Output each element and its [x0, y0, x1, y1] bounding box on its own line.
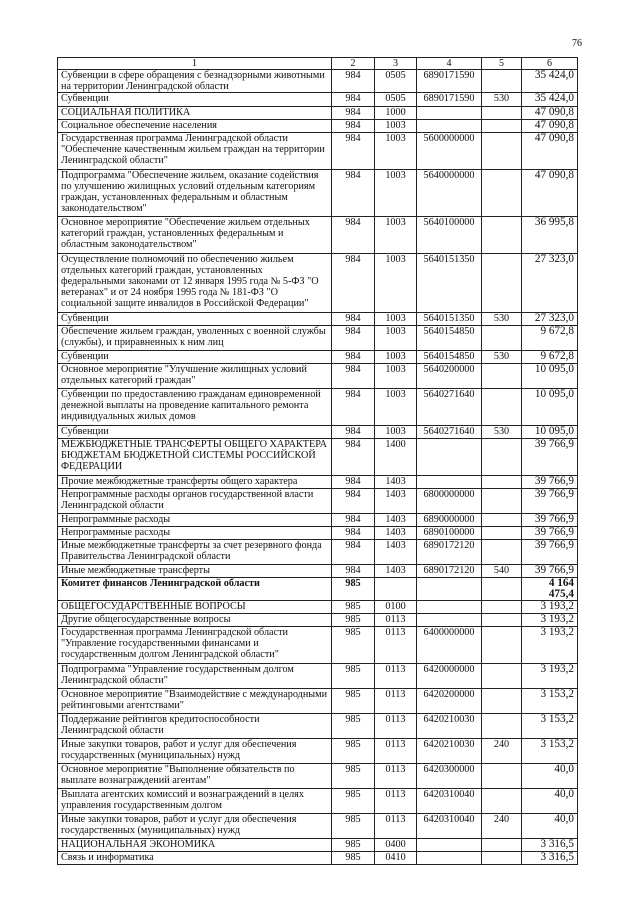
- row-name-cell: Основное мероприятие "Обеспечение жильем отдельных категорий граждан, установленных федеральным и областным законодательством": [58, 217, 332, 254]
- table-body: [58, 70, 578, 865]
- row-expense-type-cell: [482, 476, 522, 489]
- row-name-cell: Осуществление полномочий по обеспечению жильем отдельных категорий граждан, установленных федеральными законами от 12 января 1995 года № 5-ФЗ "О ветеранах" и от 24 ноября 1995 года № 181-ФЗ "О социальной защите инвалидов в Российской Федерации": [58, 254, 332, 313]
- row-grbs-cell: 984: [332, 565, 375, 578]
- row-name-cell: Социальное обеспечение населения: [58, 120, 332, 133]
- row-expense-type-cell: [482, 764, 522, 789]
- row-grbs-cell: 985: [332, 689, 375, 714]
- row-expense-type-cell: [482, 527, 522, 540]
- row-amount-cell: 39 766,9: [522, 514, 578, 527]
- row-section-cell: 0505: [375, 70, 417, 93]
- row-target-article-cell: 5640151350: [417, 313, 482, 326]
- row-amount-cell: 39 766,9: [522, 540, 578, 565]
- row-expense-type-cell: 540: [482, 565, 522, 578]
- row-section-cell: 0400: [375, 839, 417, 852]
- table-row: [58, 476, 578, 489]
- table-row: [58, 527, 578, 540]
- row-grbs-cell: 984: [332, 476, 375, 489]
- row-target-article-cell: 5640000000: [417, 170, 482, 217]
- row-section-cell: 1003: [375, 364, 417, 389]
- row-grbs-cell: 984: [332, 389, 375, 426]
- row-name-cell: Основное мероприятие "Взаимодействие с международными рейтинговыми агентствами": [58, 689, 332, 714]
- row-grbs-cell: 984: [332, 351, 375, 364]
- row-section-cell: 0113: [375, 789, 417, 814]
- row-name-cell: Иные закупки товаров, работ и услуг для обеспечения государственных (муниципальных) нужд: [58, 739, 332, 764]
- row-amount-cell: 47 090,8: [522, 120, 578, 133]
- row-section-cell: 0113: [375, 764, 417, 789]
- row-target-article-cell: 6420000000: [417, 664, 482, 689]
- row-amount-cell: 3 153,2: [522, 689, 578, 714]
- table-row: [58, 627, 578, 664]
- row-grbs-cell: 985: [332, 814, 375, 839]
- budget-table: [57, 57, 578, 865]
- row-section-cell: 1403: [375, 565, 417, 578]
- table-row: [58, 489, 578, 514]
- row-expense-type-cell: 240: [482, 814, 522, 839]
- row-expense-type-cell: [482, 852, 522, 865]
- row-section-cell: 1003: [375, 389, 417, 426]
- row-name-cell: Субвенции: [58, 93, 332, 107]
- row-grbs-cell: 984: [332, 527, 375, 540]
- row-expense-type-cell: [482, 120, 522, 133]
- header-col-4: 4: [417, 58, 482, 70]
- row-target-article-cell: 6890171590: [417, 93, 482, 107]
- row-target-article-cell: 6890172120: [417, 540, 482, 565]
- row-name-cell: Связь и информатика: [58, 852, 332, 865]
- table-row: [58, 789, 578, 814]
- row-section-cell: 0100: [375, 601, 417, 614]
- row-expense-type-cell: [482, 839, 522, 852]
- table-row: [58, 107, 578, 120]
- row-target-article-cell: 6420300000: [417, 764, 482, 789]
- row-target-article-cell: 6890100000: [417, 527, 482, 540]
- row-section-cell: 1003: [375, 133, 417, 170]
- row-expense-type-cell: [482, 689, 522, 714]
- table-row: [58, 839, 578, 852]
- row-target-article-cell: 6890172120: [417, 565, 482, 578]
- row-amount-cell: 9 672,8: [522, 351, 578, 364]
- header-col-3: 3: [375, 58, 417, 70]
- row-expense-type-cell: [482, 601, 522, 614]
- row-section-cell: 0113: [375, 814, 417, 839]
- row-name-cell: Субвенции: [58, 313, 332, 326]
- row-expense-type-cell: [482, 439, 522, 476]
- row-grbs-cell: 985: [332, 839, 375, 852]
- table-header-row: [58, 58, 578, 70]
- table-row: [58, 540, 578, 565]
- row-target-article-cell: 6420210030: [417, 714, 482, 739]
- table-row: [58, 133, 578, 170]
- row-target-article-cell: 5640200000: [417, 364, 482, 389]
- row-target-article-cell: [417, 578, 482, 601]
- table-row: [58, 614, 578, 627]
- row-name-cell: Выплата агентских комиссий и вознаграждений в целях управления государственным долгом: [58, 789, 332, 814]
- row-grbs-cell: 984: [332, 70, 375, 93]
- row-amount-cell: 3 316,5: [522, 852, 578, 865]
- row-section-cell: 0113: [375, 614, 417, 627]
- row-grbs-cell: 984: [332, 489, 375, 514]
- row-amount-cell: 27 323,0: [522, 254, 578, 313]
- row-target-article-cell: [417, 839, 482, 852]
- row-amount-cell: 4 164 475,4: [522, 578, 578, 601]
- row-section-cell: 0113: [375, 739, 417, 764]
- table-row: [58, 739, 578, 764]
- row-grbs-cell: 984: [332, 170, 375, 217]
- page-number: 76: [572, 38, 582, 49]
- table-row: [58, 852, 578, 865]
- table-row: [58, 689, 578, 714]
- row-target-article-cell: 6420310040: [417, 814, 482, 839]
- row-name-cell: НАЦИОНАЛЬНАЯ ЭКОНОМИКА: [58, 839, 332, 852]
- table-row: [58, 601, 578, 614]
- row-grbs-cell: 984: [332, 120, 375, 133]
- table-row: [58, 170, 578, 217]
- row-grbs-cell: 984: [332, 439, 375, 476]
- row-amount-cell: 10 095,0: [522, 426, 578, 439]
- row-target-article-cell: 5640154850: [417, 351, 482, 364]
- row-grbs-cell: 985: [332, 852, 375, 865]
- row-grbs-cell: 984: [332, 133, 375, 170]
- row-amount-cell: 3 316,5: [522, 839, 578, 852]
- row-amount-cell: 39 766,9: [522, 439, 578, 476]
- row-grbs-cell: 984: [332, 426, 375, 439]
- row-amount-cell: 35 424,0: [522, 93, 578, 107]
- row-expense-type-cell: 530: [482, 93, 522, 107]
- row-expense-type-cell: [482, 789, 522, 814]
- table-row: [58, 217, 578, 254]
- row-grbs-cell: 985: [332, 764, 375, 789]
- row-name-cell: Государственная программа Ленинградской области "Обеспечение качественным жильем граждан на территории Ленинградской области": [58, 133, 332, 170]
- row-amount-cell: 10 095,0: [522, 364, 578, 389]
- row-name-cell: ОБЩЕГОСУДАРСТВЕННЫЕ ВОПРОСЫ: [58, 601, 332, 614]
- row-target-article-cell: [417, 120, 482, 133]
- row-name-cell: Другие общегосударственные вопросы: [58, 614, 332, 627]
- row-target-article-cell: [417, 476, 482, 489]
- row-section-cell: 1403: [375, 540, 417, 565]
- row-name-cell: Поддержание рейтингов кредитоспособности Ленинградской области: [58, 714, 332, 739]
- row-target-article-cell: 6400000000: [417, 627, 482, 664]
- row-amount-cell: 47 090,8: [522, 133, 578, 170]
- row-section-cell: 1403: [375, 527, 417, 540]
- row-name-cell: Обеспечение жильем граждан, уволенных с военной службы (службы), и приравненных к ним лиц: [58, 326, 332, 351]
- row-grbs-cell: 984: [332, 326, 375, 351]
- table-row: [58, 664, 578, 689]
- table-row: [58, 389, 578, 426]
- row-amount-cell: 40,0: [522, 814, 578, 839]
- row-name-cell: Непрограммные расходы органов государственной власти Ленинградской области: [58, 489, 332, 514]
- row-grbs-cell: 984: [332, 540, 375, 565]
- row-name-cell: Субвенции: [58, 426, 332, 439]
- row-name-cell: Государственная программа Ленинградской области "Управление государственными финансами и государственным долгом Ленинградской области": [58, 627, 332, 664]
- row-expense-type-cell: [482, 627, 522, 664]
- row-amount-cell: 47 090,8: [522, 107, 578, 120]
- row-section-cell: 0410: [375, 852, 417, 865]
- row-amount-cell: 36 995,8: [522, 217, 578, 254]
- row-section-cell: 0113: [375, 627, 417, 664]
- row-section-cell: 1003: [375, 254, 417, 313]
- row-target-article-cell: 5640154850: [417, 326, 482, 351]
- row-grbs-cell: 985: [332, 664, 375, 689]
- row-target-article-cell: 6890000000: [417, 514, 482, 527]
- row-amount-cell: 3 153,2: [522, 739, 578, 764]
- row-name-cell: Основное мероприятие "Улучшение жилищных условий отдельных категорий граждан": [58, 364, 332, 389]
- row-section-cell: 1003: [375, 217, 417, 254]
- table-row: [58, 313, 578, 326]
- row-name-cell: Субвенции в сфере обращения с безнадзорными животными на территории Ленинградской области: [58, 70, 332, 93]
- header-col-6: 6: [522, 58, 578, 70]
- row-name-cell: Иные межбюджетные трансферты за счет резервного фонда Правительства Ленинградской области: [58, 540, 332, 565]
- row-name-cell: Непрограммные расходы: [58, 514, 332, 527]
- row-name-cell: Основное мероприятие "Выполнение обязательств по выплате вознаграждений агентам": [58, 764, 332, 789]
- row-section-cell: [375, 578, 417, 601]
- row-target-article-cell: 6420210030: [417, 739, 482, 764]
- row-amount-cell: 27 323,0: [522, 313, 578, 326]
- row-name-cell: Подпрограмма "Обеспечение жильем, оказание содействия по улучшению жилищных условий отдельным категориям граждан, установленных федеральным и областным законодательством": [58, 170, 332, 217]
- row-section-cell: 1003: [375, 326, 417, 351]
- row-amount-cell: 40,0: [522, 764, 578, 789]
- row-amount-cell: 3 193,2: [522, 664, 578, 689]
- header-col-5: 5: [482, 58, 522, 70]
- row-expense-type-cell: 530: [482, 313, 522, 326]
- row-section-cell: 0113: [375, 664, 417, 689]
- row-amount-cell: 39 766,9: [522, 527, 578, 540]
- table-row: [58, 120, 578, 133]
- row-section-cell: 0113: [375, 714, 417, 739]
- row-expense-type-cell: [482, 714, 522, 739]
- table-row: [58, 254, 578, 313]
- header-col-2: 2: [332, 58, 375, 70]
- row-section-cell: 1403: [375, 489, 417, 514]
- row-expense-type-cell: [482, 489, 522, 514]
- row-target-article-cell: 6420200000: [417, 689, 482, 714]
- header-col-1: 1: [58, 58, 332, 70]
- row-amount-cell: 35 424,0: [522, 70, 578, 93]
- row-expense-type-cell: [482, 540, 522, 565]
- row-grbs-cell: 984: [332, 93, 375, 107]
- row-expense-type-cell: [482, 170, 522, 217]
- row-target-article-cell: 5600000000: [417, 133, 482, 170]
- row-expense-type-cell: [482, 70, 522, 93]
- row-expense-type-cell: [482, 364, 522, 389]
- row-expense-type-cell: [482, 578, 522, 601]
- row-grbs-cell: 985: [332, 739, 375, 764]
- row-expense-type-cell: 240: [482, 739, 522, 764]
- row-section-cell: 1400: [375, 439, 417, 476]
- row-amount-cell: 39 766,9: [522, 476, 578, 489]
- row-section-cell: 1403: [375, 514, 417, 527]
- row-target-article-cell: [417, 439, 482, 476]
- row-name-cell: Иные закупки товаров, работ и услуг для обеспечения государственных (муниципальных) нужд: [58, 814, 332, 839]
- row-expense-type-cell: [482, 514, 522, 527]
- row-expense-type-cell: [482, 614, 522, 627]
- row-grbs-cell: 985: [332, 714, 375, 739]
- row-expense-type-cell: [482, 664, 522, 689]
- row-expense-type-cell: [482, 107, 522, 120]
- row-name-cell: Субвенции по предоставлению гражданам единовременной денежной выплаты на проведение капитального ремонта индивидуальных жилых домов: [58, 389, 332, 426]
- row-grbs-cell: 985: [332, 601, 375, 614]
- row-expense-type-cell: 530: [482, 426, 522, 439]
- row-section-cell: 1403: [375, 476, 417, 489]
- row-grbs-cell: 984: [332, 254, 375, 313]
- row-expense-type-cell: 530: [482, 351, 522, 364]
- row-section-cell: 1003: [375, 313, 417, 326]
- row-section-cell: 1003: [375, 351, 417, 364]
- row-amount-cell: 3 193,2: [522, 614, 578, 627]
- row-expense-type-cell: [482, 254, 522, 313]
- table-row: [58, 714, 578, 739]
- row-grbs-cell: 984: [332, 514, 375, 527]
- row-target-article-cell: 5640271640: [417, 426, 482, 439]
- row-amount-cell: 39 766,9: [522, 489, 578, 514]
- row-section-cell: 1003: [375, 170, 417, 217]
- row-amount-cell: 3 193,2: [522, 627, 578, 664]
- row-grbs-cell: 985: [332, 789, 375, 814]
- row-target-article-cell: [417, 614, 482, 627]
- row-grbs-cell: 985: [332, 614, 375, 627]
- table-row: [58, 814, 578, 839]
- row-target-article-cell: [417, 852, 482, 865]
- row-name-cell: МЕЖБЮДЖЕТНЫЕ ТРАНСФЕРТЫ ОБЩЕГО ХАРАКТЕРА БЮДЖЕТАМ БЮДЖЕТНОЙ СИСТЕМЫ РОССИЙСКОЙ ФЕДЕРАЦИИ: [58, 439, 332, 476]
- row-grbs-cell: 984: [332, 107, 375, 120]
- row-expense-type-cell: [482, 133, 522, 170]
- table-row: [58, 565, 578, 578]
- table-row: [58, 439, 578, 476]
- table-row: [58, 426, 578, 439]
- table-row: [58, 70, 578, 93]
- table-row: [58, 326, 578, 351]
- row-section-cell: 1003: [375, 120, 417, 133]
- table-row: [58, 364, 578, 389]
- row-amount-cell: 3 153,2: [522, 714, 578, 739]
- row-section-cell: 0505: [375, 93, 417, 107]
- row-section-cell: 0113: [375, 689, 417, 714]
- row-expense-type-cell: [482, 389, 522, 426]
- row-amount-cell: 10 095,0: [522, 389, 578, 426]
- table-row: [58, 514, 578, 527]
- row-expense-type-cell: [482, 217, 522, 254]
- row-grbs-cell: 985: [332, 578, 375, 601]
- row-target-article-cell: 5640271640: [417, 389, 482, 426]
- row-target-article-cell: [417, 601, 482, 614]
- row-grbs-cell: 984: [332, 217, 375, 254]
- row-section-cell: 1000: [375, 107, 417, 120]
- table-row: [58, 351, 578, 364]
- table-row: [58, 578, 578, 601]
- row-name-cell: Непрограммные расходы: [58, 527, 332, 540]
- row-amount-cell: 47 090,8: [522, 170, 578, 217]
- row-amount-cell: 3 193,2: [522, 601, 578, 614]
- row-name-cell: СОЦИАЛЬНАЯ ПОЛИТИКА: [58, 107, 332, 120]
- row-expense-type-cell: [482, 326, 522, 351]
- row-name-cell: Комитет финансов Ленинградской области: [58, 578, 332, 601]
- row-amount-cell: 40,0: [522, 789, 578, 814]
- table-row: [58, 93, 578, 107]
- row-target-article-cell: 5640100000: [417, 217, 482, 254]
- table-row: [58, 764, 578, 789]
- row-target-article-cell: 6800000000: [417, 489, 482, 514]
- row-target-article-cell: [417, 107, 482, 120]
- row-target-article-cell: 6890171590: [417, 70, 482, 93]
- row-grbs-cell: 984: [332, 364, 375, 389]
- row-grbs-cell: 985: [332, 627, 375, 664]
- row-amount-cell: 39 766,9: [522, 565, 578, 578]
- row-amount-cell: 9 672,8: [522, 326, 578, 351]
- row-name-cell: Субвенции: [58, 351, 332, 364]
- row-name-cell: Иные межбюджетные трансферты: [58, 565, 332, 578]
- row-grbs-cell: 984: [332, 313, 375, 326]
- row-name-cell: Прочие межбюджетные трансферты общего характера: [58, 476, 332, 489]
- row-section-cell: 1003: [375, 426, 417, 439]
- row-target-article-cell: 6420310040: [417, 789, 482, 814]
- row-target-article-cell: 5640151350: [417, 254, 482, 313]
- row-name-cell: Подпрограмма "Управление государственным долгом Ленинградской области": [58, 664, 332, 689]
